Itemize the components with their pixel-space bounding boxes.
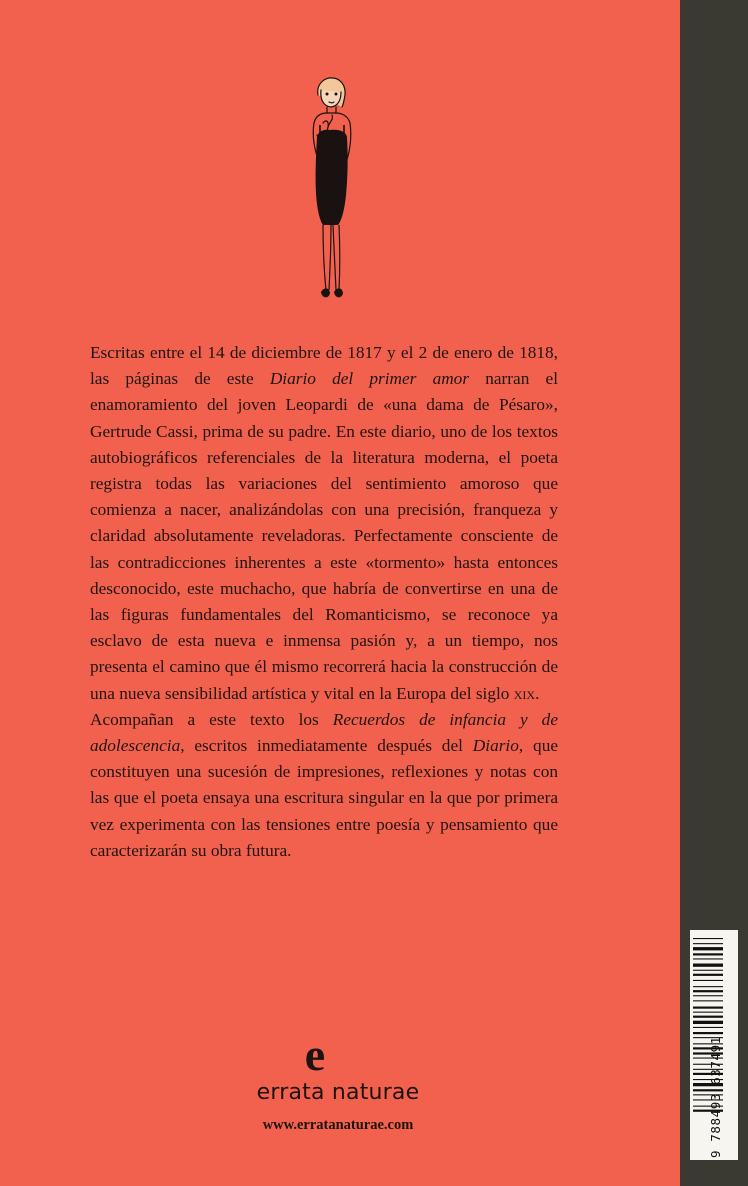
svg-text:e: e	[304, 1030, 326, 1080]
isbn-barcode	[690, 930, 738, 1160]
blurb-text: .	[535, 683, 540, 703]
century-numeral: xix	[513, 683, 536, 703]
book-title-italic: Diario del primer amor	[269, 369, 470, 389]
book-title-italic: Recuerdos de infancia y de adolescencia	[90, 709, 558, 756]
book-title-italic: Diario	[472, 736, 519, 756]
publisher-logo-icon	[290, 1030, 340, 1080]
isbn-number: 9 788493 637491	[708, 1036, 723, 1158]
blurb-paragraph-2	[90, 707, 558, 864]
blurb-text: Acompañan a este texto los	[90, 709, 333, 729]
publisher-url: www.erratanaturae.com	[262, 1117, 414, 1133]
blurb-text: , que constituyen una sucesión de impresiones, reflexiones y notas con las que el poeta ensaya una escritura singular en la que por primera vez experimenta con las tensiones entre poesía y pensamiento que caracterizarán su obra futura.	[90, 736, 558, 860]
blurb-paragraph-1	[90, 340, 558, 707]
woman-illustration	[290, 75, 370, 315]
back-cover-blurb	[90, 340, 558, 864]
blurb-text: Escritas entre el 14 de diciembre de 1817 y el 2 de enero de 1818, las páginas de este	[90, 343, 558, 389]
blurb-text: narran el enamoramiento del joven Leopardi de «una dama de Pésaro», Gertrude Cassi, prima de su padre. En este diario, uno de los textos autobiográficos referenciales de la literatura moderna, el poeta registra todas las variaciones del sentimiento amoroso que comienza a nacer, analizándolas con una precisión, franqueza y claridad absolutamente reveladoras. Perfectamente consciente de las contradicciones inherentes a este «tormento» hasta entonces desconocido, este muchacho, que habría de convertirse en una de las figuras fundamentales del Romanticismo, se reconoce ya esclavo de esta nueva e inmensa pasión y, a un tiempo, nos presenta el camino que él mismo recorrerá hacia la construcción de una nueva sensibilidad artística y vital en la Europa del siglo	[90, 369, 558, 703]
publisher-name: errata naturae	[256, 1080, 420, 1105]
blurb-text: , escritos inmediatamente después del	[180, 736, 473, 756]
